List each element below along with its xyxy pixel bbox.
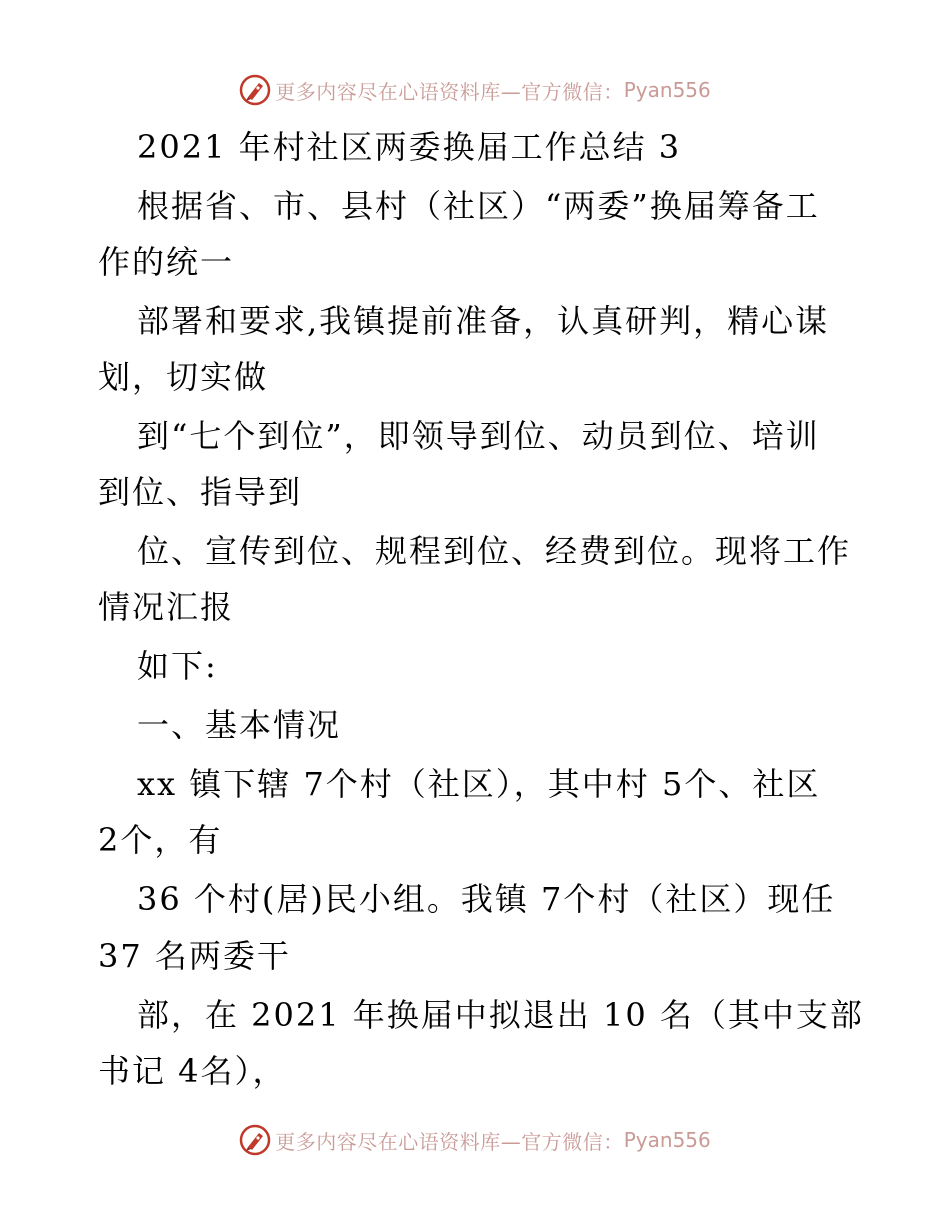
text-line: 37 名两委干 bbox=[98, 937, 291, 975]
watermark-text: 更多内容尽在心语资料库—官方微信： bbox=[275, 1129, 624, 1154]
watermark-account: Pyan556 bbox=[623, 1128, 711, 1152]
watermark-account: Pyan556 bbox=[623, 78, 711, 102]
document-title: 2021 年村社区两委换届工作总结 3 bbox=[137, 128, 682, 166]
text-line: 根据省、市、县村（社区）“两委”换届筹备工 bbox=[137, 187, 820, 225]
text-line: 情况汇报 bbox=[98, 588, 235, 626]
text-line: 到“七个到位”，即领导到位、动员到位、培训 bbox=[137, 417, 820, 455]
section-heading: 一、基本情况 bbox=[137, 706, 342, 744]
text-line: 划，切实做 bbox=[98, 358, 269, 396]
watermark-footer bbox=[0, 1120, 950, 1160]
fountain-pen-logo-icon bbox=[239, 74, 271, 106]
text-line: 36 个村(居)民小组。我镇 7个村（社区）现任 bbox=[137, 880, 836, 918]
text-line: 作的统一 bbox=[98, 243, 235, 281]
text-line: 如下: bbox=[137, 647, 218, 685]
watermark-header bbox=[0, 70, 950, 110]
text-line: 部署和要求,我镇提前准备，认真研判，精心谋 bbox=[137, 302, 830, 340]
text-line: 2个，有 bbox=[98, 821, 223, 859]
text-line: 位、宣传到位、规程到位、经费到位。现将工作 bbox=[137, 532, 852, 570]
text-line: 到位、指导到 bbox=[98, 473, 303, 511]
text-line: xx 镇下辖 7个村（社区），其中村 5个、社区 bbox=[137, 765, 821, 803]
fountain-pen-logo-icon bbox=[239, 1124, 271, 1156]
watermark-text: 更多内容尽在心语资料库—官方微信： bbox=[275, 79, 624, 104]
text-line: 书记 4名）， bbox=[98, 1052, 287, 1090]
text-line: 部，在 2021 年换届中拟退出 10 名（其中支部 bbox=[137, 996, 864, 1034]
